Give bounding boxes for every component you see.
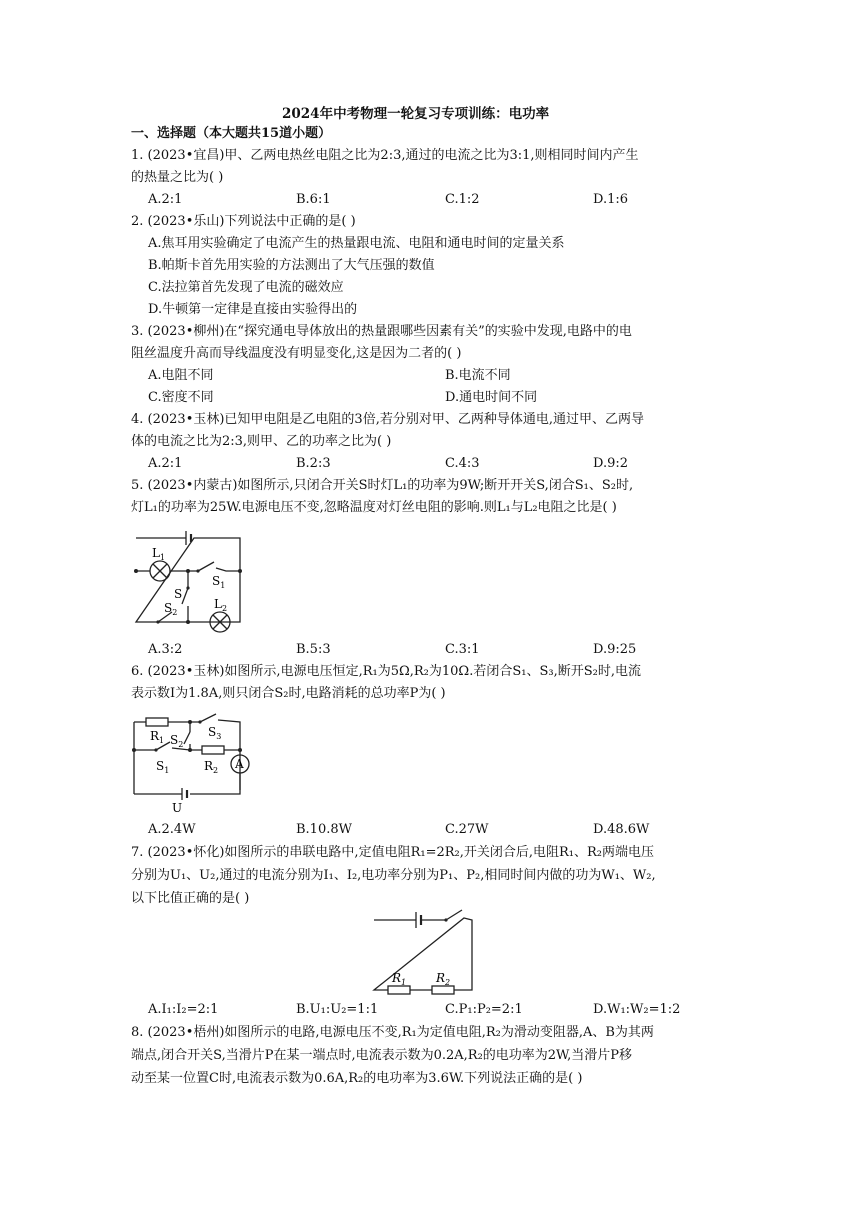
question-6-line-2: 表示数I为1.8A,则只闭合S₂时,电路消耗的总功率P为( ) bbox=[131, 686, 446, 701]
question-7-option-a: A.I₁:I₂=2:1 bbox=[148, 1002, 219, 1017]
question-7-option-b: B.U₁:U₂=1:1 bbox=[296, 1002, 379, 1017]
question-1-option-c: C.1:2 bbox=[445, 192, 480, 207]
question-5-circuit-diagram bbox=[128, 526, 248, 638]
label-s1: $S_1$ bbox=[212, 574, 226, 590]
question-3-option-c: C.密度不同 bbox=[148, 390, 214, 405]
label-s1: $S_1$ bbox=[156, 759, 170, 775]
question-1-line-2: 的热量之比为( ) bbox=[131, 170, 224, 185]
question-3-line-1: 3. (2023•柳州)在“探究通电导体放出的热量跟哪些因素有关”的实验中发现,电路中的电 bbox=[131, 324, 632, 339]
label-r2: $R_2$ bbox=[204, 759, 219, 775]
question-2-line-1: 2. (2023•乐山)下列说法中正确的是( ) bbox=[131, 214, 356, 229]
label-ammeter: A bbox=[235, 757, 244, 771]
question-5-option-a: A.3:2 bbox=[148, 642, 183, 657]
question-4-option-c: C.4:3 bbox=[445, 456, 480, 471]
question-7-option-c: C.P₁:P₂=2:1 bbox=[445, 1002, 523, 1017]
question-5-option-c: C.3:1 bbox=[445, 642, 480, 657]
question-3-option-a: A.电阻不同 bbox=[148, 368, 214, 383]
question-1-option-d: D.1:6 bbox=[593, 192, 629, 207]
label-r1: $R_1$ bbox=[150, 729, 165, 745]
question-5-line-1: 5. (2023•内蒙古)如图所示,只闭合开关S时灯L₁的功率为9W;断开开关S,闭合S₁、S₂时, bbox=[131, 478, 634, 493]
question-4-option-d: D.9:2 bbox=[593, 456, 629, 471]
question-7-line-2: 分别为U₁、U₂,通过的电流分别为I₁、I₂,电功率分别为P₁、P₂,相同时间内做的功为W₁、W₂, bbox=[131, 868, 656, 883]
question-5-option-d: D.9:25 bbox=[593, 642, 637, 657]
question-2-option-a: A.焦耳用实验确定了电流产生的热量跟电流、电阻和通电时间的定量关系 bbox=[148, 236, 565, 251]
question-1-option-b: B.6:1 bbox=[296, 192, 331, 207]
question-6-line-1: 6. (2023•玉林)如图所示,电源电压恒定,R₁为5Ω,R₂为10Ω.若闭合S₁、S₃,断开S₂时,电流 bbox=[131, 664, 641, 679]
question-7-circuit-diagram bbox=[368, 906, 478, 998]
label-l1: $L_1$ bbox=[152, 546, 166, 562]
question-4-line-2: 体的电流之比为2:3,则甲、乙的功率之比为( ) bbox=[131, 434, 392, 449]
question-5-option-b: B.5:3 bbox=[296, 642, 331, 657]
label-s: S bbox=[174, 587, 183, 601]
question-6-option-d: D.48.6W bbox=[593, 822, 650, 837]
question-6-circuit-diagram bbox=[128, 710, 252, 816]
question-7-option-d: D.W₁:W₂=1:2 bbox=[593, 1002, 681, 1017]
question-4-option-a: A.2:1 bbox=[148, 456, 183, 471]
question-2-option-c: C.法拉第首先发现了电流的磁效应 bbox=[148, 280, 344, 295]
question-6-option-b: B.10.8W bbox=[296, 822, 352, 837]
question-8-line-2: 端点,闭合开关S,当滑片P在某一端点时,电流表示数为0.2A,R₂的电功率为2W,当滑片P移 bbox=[131, 1048, 633, 1063]
question-2-option-b: B.帕斯卡首先用实验的方法测出了大气压强的数值 bbox=[148, 258, 435, 273]
label-s2: $S_2$ bbox=[170, 733, 184, 749]
label-r2: $R_2$ bbox=[436, 971, 451, 987]
label-s3: $S_3$ bbox=[208, 725, 222, 741]
section-heading: 一、选择题（本大题共15道小题） bbox=[131, 126, 332, 141]
question-4-option-b: B.2:3 bbox=[296, 456, 331, 471]
question-8-line-1: 8. (2023•梧州)如图所示的电路,电源电压不变,R₁为定值电阻,R₂为滑动变阻器,A、B为其两 bbox=[131, 1025, 654, 1040]
label-u: U bbox=[172, 801, 183, 815]
page-title: 2024年中考物理一轮复习专项训练：电功率 bbox=[282, 106, 550, 122]
question-3-option-d: D.通电时间不同 bbox=[445, 390, 538, 405]
question-1-option-a: A.2:1 bbox=[148, 192, 183, 207]
label-l2: $L_2$ bbox=[214, 597, 228, 613]
question-7-line-3: 以下比值正确的是( ) bbox=[131, 891, 250, 906]
label-s2: $S_2$ bbox=[164, 601, 178, 617]
question-3-option-b: B.电流不同 bbox=[445, 368, 511, 383]
question-8-line-3: 动至某一位置C时,电流表示数为0.6A,R₂的电功率为3.6W.下列说法正确的是( ) bbox=[131, 1071, 583, 1086]
question-4-line-1: 4. (2023•玉林)已知甲电阻是乙电阻的3倍,若分别对甲、乙两种导体通电,通过甲、乙两导 bbox=[131, 412, 644, 427]
question-5-line-2: 灯L₁的功率为25W.电源电压不变,忽略温度对灯丝电阻的影响.则L₁与L₂电阻之比是( ) bbox=[131, 500, 617, 515]
question-6-option-c: C.27W bbox=[445, 822, 489, 837]
question-6-option-a: A.2.4W bbox=[148, 822, 196, 837]
question-7-line-1: 7. (2023•怀化)如图所示的串联电路中,定值电阻R₁=2R₂,开关闭合后,电阻R₁、R₂两端电压 bbox=[131, 845, 654, 860]
question-2-option-d: D.牛顿第一定律是直接由实验得出的 bbox=[148, 302, 358, 317]
question-3-line-2: 阻丝温度升高而导线温度没有明显变化,这是因为二者的( ) bbox=[131, 346, 462, 361]
label-r1: $R_1$ bbox=[392, 971, 407, 987]
question-1-line-1: 1. (2023•宜昌)甲、乙两电热丝电阻之比为2:3,通过的电流之比为3:1,则相同时间内产生 bbox=[131, 148, 639, 163]
